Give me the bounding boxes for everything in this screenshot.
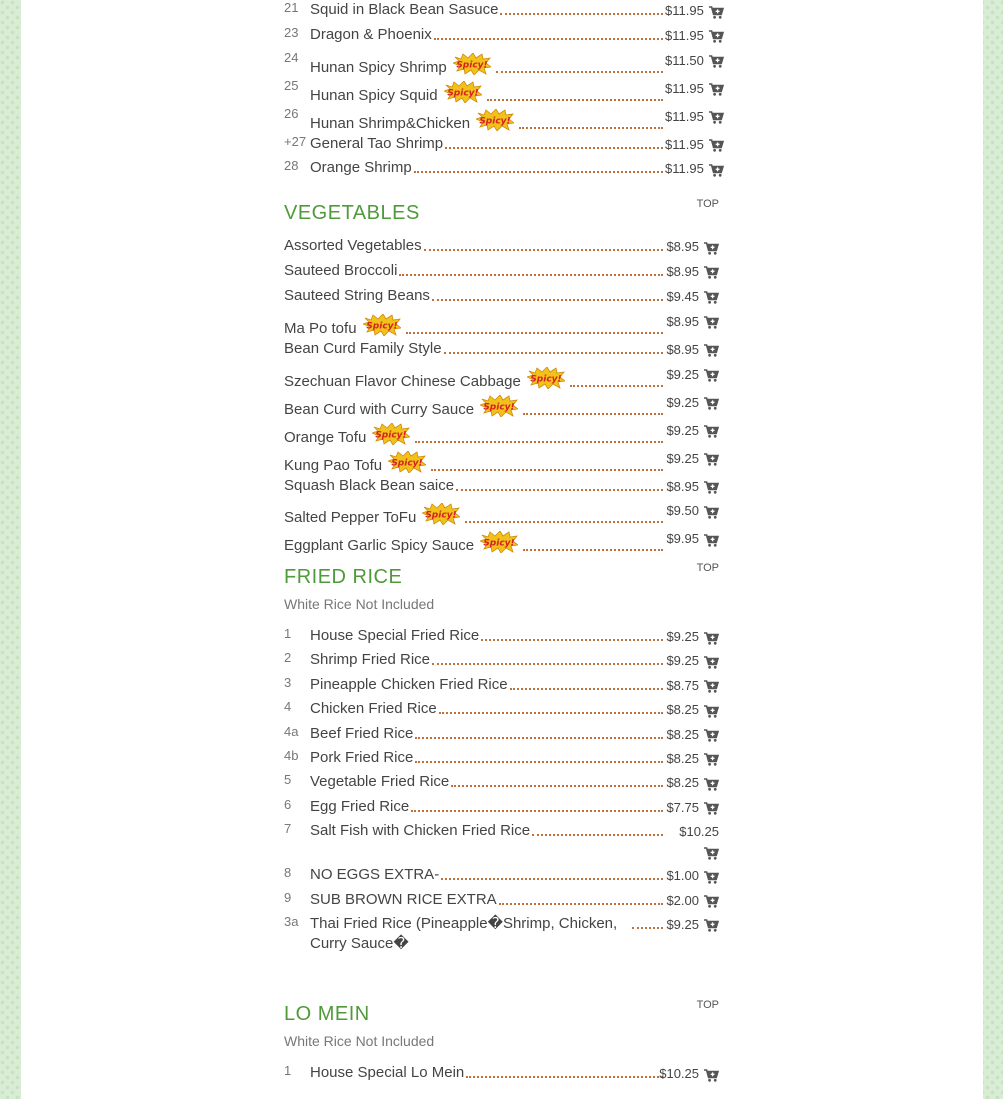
item-number: 1 xyxy=(284,1063,292,1078)
price-group xyxy=(665,0,719,21)
cart-plus-icon[interactable] xyxy=(704,729,719,742)
spicy-badge-icon xyxy=(480,395,518,423)
item-name[interactable]: House Special Fried Rice xyxy=(310,627,480,644)
menu-item[interactable] xyxy=(284,392,719,420)
menu-item[interactable] xyxy=(284,650,719,674)
price-group xyxy=(665,821,719,859)
item-number: 1 xyxy=(284,626,292,641)
cart-plus-icon[interactable] xyxy=(704,632,719,645)
section-lo-mein xyxy=(284,997,719,1087)
item-price: $9.95 xyxy=(666,531,699,547)
item-number: 9 xyxy=(284,889,292,905)
dot-leader xyxy=(439,712,663,714)
price-group xyxy=(665,865,719,886)
item-name-wrap xyxy=(310,0,665,20)
price-group xyxy=(665,106,719,127)
item-price: $9.25 xyxy=(666,629,699,644)
back-to-top-link[interactable]: TOP xyxy=(696,562,719,574)
page-background xyxy=(21,0,983,1099)
item-price: $9.45 xyxy=(666,288,699,304)
price-group xyxy=(665,797,719,818)
item-price: $2.00 xyxy=(666,892,699,908)
spicy-badge-icon xyxy=(527,367,565,395)
dot-leader xyxy=(431,469,663,471)
item-price: $8.95 xyxy=(666,341,699,357)
menu-item[interactable] xyxy=(284,865,719,889)
spicy-badge-icon xyxy=(363,314,401,342)
dot-leader xyxy=(519,127,663,129)
item-number: 23 xyxy=(284,24,299,40)
price-group xyxy=(665,448,719,469)
cart-plus-icon[interactable] xyxy=(704,266,719,279)
item-name[interactable]: Shrimp Fried Rice xyxy=(310,651,431,669)
cart-plus-icon[interactable] xyxy=(704,344,719,357)
item-price: $11.95 xyxy=(665,27,704,43)
menu-item[interactable] xyxy=(284,339,719,364)
menu-item[interactable] xyxy=(284,236,719,261)
item-name-wrap xyxy=(310,25,665,45)
spicy-badge-icon xyxy=(480,531,518,559)
item-name-wrap xyxy=(284,339,665,359)
section-fried-rice xyxy=(284,560,719,962)
back-to-top-link[interactable]: TOP xyxy=(696,198,719,210)
item-number: 3 xyxy=(284,674,292,690)
item-name[interactable]: Hunan Spicy Squid xyxy=(310,86,438,104)
item-name[interactable]: Orange Shrimp xyxy=(310,159,412,177)
price-group xyxy=(665,50,719,71)
item-price: $11.95 xyxy=(665,108,704,124)
item-name[interactable]: House Special Lo Mein xyxy=(310,1064,465,1081)
spicy-badge-label: Spicy! xyxy=(425,510,457,521)
menu-item[interactable] xyxy=(284,286,719,311)
item-name[interactable]: Eggplant Garlic Spicy Sauce xyxy=(284,537,475,555)
item-name[interactable]: Squid in Black Bean Sasuce xyxy=(310,1,499,18)
item-name-wrap xyxy=(310,626,665,646)
dot-leader xyxy=(570,385,663,387)
spicy-badge-label: Spicy! xyxy=(365,321,398,332)
cart-plus-icon[interactable] xyxy=(709,83,724,96)
item-name-wrap xyxy=(284,311,665,339)
item-name[interactable]: Szechuan Flavor Chinese Cabbage xyxy=(284,372,521,390)
item-name-wrap xyxy=(284,448,665,476)
cart-plus-icon[interactable] xyxy=(704,291,719,304)
cart-plus-icon[interactable] xyxy=(704,369,719,382)
price-group xyxy=(665,500,719,521)
cart-plus-icon[interactable] xyxy=(704,242,719,255)
item-number: +27 xyxy=(284,133,307,149)
item-name[interactable]: Bean Curd Family Style xyxy=(284,339,442,357)
item-name[interactable]: Sauteed Broccoli xyxy=(284,261,398,279)
item-number: 25 xyxy=(284,77,299,93)
cart-plus-icon[interactable] xyxy=(704,397,719,410)
price-group xyxy=(665,699,719,720)
item-name-wrap xyxy=(284,476,665,496)
item-price: $1.00 xyxy=(666,868,699,884)
section-title: VEGETABLES xyxy=(284,202,420,224)
cart-plus-icon[interactable] xyxy=(704,802,719,815)
dot-leader xyxy=(414,171,663,173)
item-name[interactable]: Orange Tofu xyxy=(284,428,367,446)
fried-rice-item-list xyxy=(284,626,719,962)
price-group xyxy=(665,134,719,155)
menu-item[interactable] xyxy=(284,528,719,556)
item-name[interactable]: Salt Fish with Chicken Fried Rice xyxy=(310,822,531,840)
item-name-wrap xyxy=(310,865,665,885)
dot-leader xyxy=(465,521,663,523)
item-name-wrap xyxy=(284,364,665,392)
item-name[interactable]: Chicken Fried Rice xyxy=(310,700,437,718)
dot-leader xyxy=(432,663,663,665)
dot-leader xyxy=(411,810,663,812)
spicy-badge-icon xyxy=(422,503,460,531)
price-group xyxy=(665,392,719,413)
dot-leader xyxy=(415,441,663,443)
item-name-wrap xyxy=(284,420,665,448)
item-name[interactable]: Vegetable Fried Rice xyxy=(310,773,450,791)
item-price: $8.95 xyxy=(666,263,699,279)
item-number: 8 xyxy=(284,865,292,881)
menu-item[interactable] xyxy=(284,261,719,286)
dot-leader xyxy=(456,489,663,491)
menu-item[interactable] xyxy=(284,134,719,159)
item-name-wrap xyxy=(310,1063,665,1083)
price-group xyxy=(665,236,719,257)
item-price: $9.25 xyxy=(666,450,699,466)
cart-plus-icon[interactable] xyxy=(704,753,719,766)
menu-item[interactable] xyxy=(284,50,719,78)
price-group xyxy=(665,626,719,647)
dot-leader xyxy=(445,147,663,149)
item-price: $8.95 xyxy=(666,239,699,254)
dot-leader xyxy=(532,834,663,836)
menu-item[interactable] xyxy=(284,626,719,650)
dot-leader xyxy=(481,639,663,641)
cart-plus-icon[interactable] xyxy=(704,453,719,466)
menu-item[interactable] xyxy=(284,821,719,865)
menu-item[interactable] xyxy=(284,890,719,914)
item-name[interactable]: Ma Po tofu xyxy=(284,319,357,337)
spicy-badge-icon xyxy=(388,451,426,479)
section-note: White Rice Not Included xyxy=(284,596,435,612)
section-header xyxy=(284,196,719,236)
price-group xyxy=(659,1063,719,1084)
item-number: 28 xyxy=(284,158,299,174)
cart-plus-icon[interactable] xyxy=(704,534,719,547)
item-price: $9.25 xyxy=(666,422,699,438)
item-name[interactable]: Pineapple Chicken Fried Rice xyxy=(310,675,508,693)
section-vegetables xyxy=(284,196,719,556)
item-name[interactable]: Dragon & Phoenix xyxy=(310,25,432,43)
item-name-wrap xyxy=(284,261,665,281)
menu-item[interactable] xyxy=(284,364,719,392)
menu-item[interactable] xyxy=(284,448,719,476)
dot-leader xyxy=(499,903,663,905)
item-name[interactable]: SUB BROWN RICE EXTRA xyxy=(310,890,497,908)
item-name-wrap xyxy=(310,675,665,695)
item-number: 26 xyxy=(284,105,299,121)
item-price: $8.75 xyxy=(666,677,699,693)
spicy-badge-label: Spicy! xyxy=(530,374,562,385)
item-price: $9.50 xyxy=(666,503,699,519)
dot-leader xyxy=(434,38,663,40)
item-name-wrap xyxy=(310,134,665,154)
item-price: $11.95 xyxy=(665,80,704,96)
lo-mein-item-list xyxy=(284,1063,719,1087)
cart-plus-icon[interactable] xyxy=(704,425,719,438)
price-group xyxy=(665,261,719,282)
spicy-badge-label: Spicy! xyxy=(446,88,479,99)
spicy-badge-icon xyxy=(476,109,514,137)
menu-item[interactable] xyxy=(284,0,719,25)
item-name-wrap xyxy=(310,106,665,134)
price-group xyxy=(665,311,719,332)
item-price: $11.95 xyxy=(665,161,704,177)
item-name-wrap xyxy=(310,797,665,817)
item-price: $8.95 xyxy=(666,313,699,329)
price-group xyxy=(665,78,719,99)
cart-plus-icon[interactable] xyxy=(704,705,719,718)
dot-leader xyxy=(487,99,663,101)
menu-item[interactable] xyxy=(284,1063,719,1087)
menu-item[interactable] xyxy=(284,699,719,723)
item-number: 7 xyxy=(284,821,292,837)
spicy-badge-icon xyxy=(453,53,491,81)
section-title: FRIED RICE xyxy=(284,566,403,588)
price-group xyxy=(665,675,719,696)
cart-plus-icon[interactable] xyxy=(704,919,719,932)
spicy-badge-label: Spicy! xyxy=(375,430,407,441)
price-group xyxy=(665,772,719,793)
item-name-wrap xyxy=(310,772,665,792)
spicy-badge-icon xyxy=(444,81,482,109)
price-group xyxy=(665,339,719,360)
item-name-wrap xyxy=(310,724,665,744)
cart-plus-icon[interactable] xyxy=(704,481,719,494)
item-name-wrap xyxy=(284,500,665,528)
dot-leader xyxy=(632,927,663,929)
item-name[interactable]: Salted Pepper ToFu xyxy=(284,509,417,527)
item-name[interactable]: Hunan Shrimp&Chicken xyxy=(310,114,471,132)
item-number: 21 xyxy=(284,0,299,15)
item-name-wrap xyxy=(310,821,665,841)
dot-leader xyxy=(451,785,663,787)
item-name[interactable]: Bean Curd with Curry Sauce xyxy=(284,400,475,418)
dot-leader xyxy=(441,878,663,880)
item-name[interactable]: Thai Fried Rice (Pineapple�Shrimp, Chicken, Curry Sauce� xyxy=(310,914,618,952)
menu-item[interactable] xyxy=(284,106,719,134)
item-name-wrap xyxy=(310,890,665,910)
cart-plus-icon[interactable] xyxy=(709,111,724,124)
item-price: $8.95 xyxy=(666,478,699,494)
section-title: LO MEIN xyxy=(284,1003,370,1025)
item-price: $9.25 xyxy=(666,394,699,410)
menu-item[interactable] xyxy=(284,772,719,796)
item-price: $8.25 xyxy=(666,750,699,766)
cart-plus-icon[interactable] xyxy=(709,6,724,19)
price-group xyxy=(665,286,719,307)
item-price: $8.25 xyxy=(666,726,699,742)
spicy-badge-label: Spicy! xyxy=(483,538,515,549)
item-price: $7.75 xyxy=(666,799,699,815)
item-name-wrap xyxy=(310,650,665,670)
item-name[interactable]: Sauteed String Beans xyxy=(284,286,430,304)
cart-plus-icon[interactable] xyxy=(709,55,724,68)
menu-item[interactable] xyxy=(284,78,719,106)
dot-leader xyxy=(500,13,663,15)
section-header xyxy=(284,560,719,600)
cart-plus-icon[interactable] xyxy=(704,1069,719,1082)
section-header xyxy=(284,997,719,1037)
price-group xyxy=(665,476,719,497)
price-group xyxy=(665,748,719,769)
cart-plus-icon[interactable] xyxy=(704,895,719,908)
menu-item[interactable] xyxy=(284,25,719,50)
item-name[interactable]: Hunan Spicy Shrimp xyxy=(310,58,447,76)
item-number: 4 xyxy=(284,699,292,715)
item-name-wrap xyxy=(310,50,665,78)
cart-plus-icon[interactable] xyxy=(704,847,719,860)
menu-item[interactable] xyxy=(284,158,719,183)
item-name[interactable]: Beef Fried Rice xyxy=(310,724,414,742)
vegetable-item-list xyxy=(284,236,719,556)
dot-leader xyxy=(424,249,663,251)
cart-plus-icon[interactable] xyxy=(704,506,719,519)
item-name[interactable]: Egg Fried Rice xyxy=(310,797,410,815)
item-name[interactable]: Assorted Vegetables xyxy=(284,237,422,254)
menu-item[interactable] xyxy=(284,675,719,699)
item-name-wrap xyxy=(310,78,665,106)
item-price: $10.25 xyxy=(659,1066,699,1081)
item-name-wrap xyxy=(284,392,665,420)
spicy-badge-label: Spicy! xyxy=(483,402,515,413)
section-seafood-tail xyxy=(284,0,719,183)
item-number: 5 xyxy=(284,772,292,788)
item-name-wrap xyxy=(310,748,665,768)
dot-leader xyxy=(415,761,663,763)
item-name-wrap xyxy=(310,699,665,719)
price-group xyxy=(665,25,719,46)
dot-leader xyxy=(444,352,663,354)
menu-item[interactable] xyxy=(284,476,719,501)
price-group xyxy=(665,724,719,745)
item-name[interactable]: Pork Fried Rice xyxy=(310,748,414,766)
price-group xyxy=(665,914,719,935)
dot-leader xyxy=(523,549,663,551)
item-name[interactable]: Squash Black Bean saice xyxy=(284,476,455,494)
item-name-wrap xyxy=(310,158,665,178)
seafood-item-list xyxy=(284,0,719,183)
cart-plus-icon[interactable] xyxy=(704,316,719,329)
section-note: White Rice Not Included xyxy=(284,1033,435,1049)
cart-plus-icon[interactable] xyxy=(709,164,724,177)
item-name-wrap xyxy=(284,236,665,256)
spicy-badge-label: Spicy! xyxy=(391,458,423,469)
item-price: $10.25 xyxy=(679,824,719,840)
menu-item[interactable] xyxy=(284,311,719,339)
cart-plus-icon[interactable] xyxy=(704,778,719,791)
item-price: $9.25 xyxy=(666,366,699,382)
cart-plus-icon[interactable] xyxy=(704,871,719,884)
price-group xyxy=(665,420,719,441)
item-name-wrap xyxy=(284,528,665,556)
cart-plus-icon[interactable] xyxy=(704,656,719,669)
price-group xyxy=(665,158,719,179)
dot-leader xyxy=(432,299,663,301)
item-name[interactable]: NO EGGS EXTRA- xyxy=(310,866,440,884)
menu-item[interactable] xyxy=(284,500,719,528)
spicy-badge-icon xyxy=(372,423,410,451)
item-price: $11.50 xyxy=(665,52,704,68)
spicy-badge-label: Spicy! xyxy=(456,60,488,71)
item-price: $9.25 xyxy=(666,653,699,669)
item-price: $11.95 xyxy=(665,136,704,152)
item-price: $11.95 xyxy=(665,3,704,18)
item-name[interactable]: Kung Pao Tofu xyxy=(284,456,383,474)
dot-leader xyxy=(510,688,663,690)
price-group xyxy=(665,364,719,385)
item-number: 4b xyxy=(284,747,299,763)
dot-leader xyxy=(399,274,663,276)
dot-leader xyxy=(406,332,663,334)
item-name[interactable]: General Tao Shrimp xyxy=(310,134,444,152)
price-group xyxy=(665,890,719,911)
cart-plus-icon[interactable] xyxy=(704,680,719,693)
menu-item[interactable] xyxy=(284,420,719,448)
item-number: 4a xyxy=(284,723,299,739)
spicy-badge-label: Spicy! xyxy=(479,116,511,127)
cart-plus-icon[interactable] xyxy=(709,139,724,152)
item-name-wrap xyxy=(310,914,665,954)
dot-leader xyxy=(415,737,663,739)
item-price: $8.25 xyxy=(666,775,699,791)
item-price: $8.25 xyxy=(666,702,699,718)
item-number: 24 xyxy=(284,49,299,65)
price-group xyxy=(665,650,719,671)
dot-leader xyxy=(466,1076,663,1078)
menu-item[interactable] xyxy=(284,748,719,772)
price-group xyxy=(665,528,719,549)
item-number: 6 xyxy=(284,796,292,812)
menu-item[interactable] xyxy=(284,797,719,821)
item-price: $9.25 xyxy=(666,916,699,932)
item-number: 3a xyxy=(284,913,299,929)
item-name-wrap xyxy=(284,286,665,306)
back-to-top-link[interactable]: TOP xyxy=(696,999,719,1011)
dot-leader xyxy=(496,71,663,73)
menu-item[interactable] xyxy=(284,724,719,748)
cart-plus-icon[interactable] xyxy=(709,30,724,43)
menu-item[interactable] xyxy=(284,914,719,962)
item-number: 2 xyxy=(284,650,292,666)
dot-leader xyxy=(523,413,663,415)
